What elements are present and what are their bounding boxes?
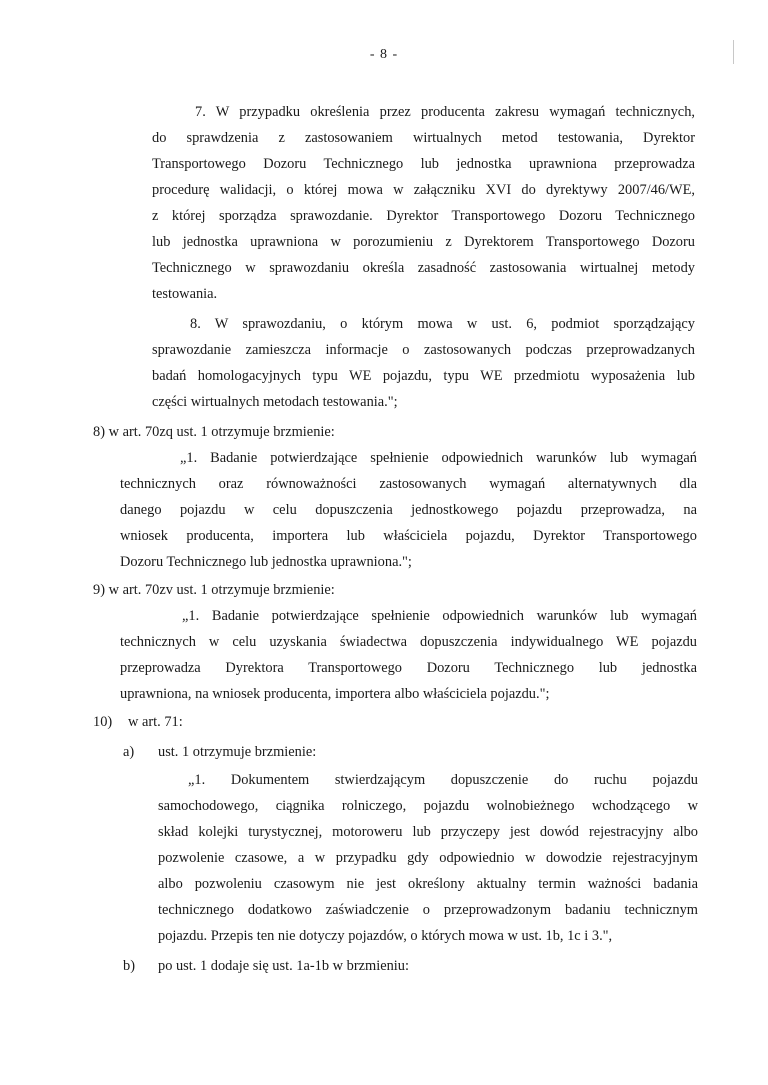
point-header: 8) w art. 70zq ust. 1 otrzymuje brzmienie: [93,424,335,440]
paragraph-line: technicznego dodatkowo zaświadczenie o przeprowadzonym badaniu technicznym [158,902,698,918]
paragraph-line: uprawniona, na wniosek producenta, importera albo właściciela pojazdu."; [120,686,550,702]
paragraph-line: badań homologacyjnych typu WE pojazdu, typu WE przedmiotu wyposażenia lub [152,368,695,384]
paragraph-line: pozwolenie czasowe, a w przypadku gdy odpowiednio w dowodzie rejestracyjnym [158,850,698,866]
paragraph-line: skład kolejki turystycznej, motoroweru lub przyczepy jest dowód rejestracyjny albo [158,824,698,840]
subpoint-label: a) [123,744,135,760]
paragraph-line: przeprowadza Dyrektora Transportowego Dozoru Technicznego lub jednostka [120,660,697,676]
paragraph-line: z której sporządza sprawozdanie. Dyrektor Transportowego Dozoru Technicznego [152,208,695,224]
point-header: w art. 71: [128,714,183,730]
paragraph-line: „1. Badanie potwierdzające spełnienie odpowiednich warunków lub wymagań [182,608,697,624]
subpoint-text: po ust. 1 dodaje się ust. 1a-1b w brzmieniu: [158,958,409,974]
paragraph-line: albo pozwoleniu czasowym nie jest określony aktualny termin ważności badania [158,876,698,892]
paragraph-line: pojazdu. Przepis ten nie dotyczy pojazdów, o których mowa w ust. 1b, 1c i 3.", [158,928,613,944]
paragraph-line: technicznych w celu uzyskania świadectwa dopuszczenia indywidualnego WE pojazdu [120,634,697,650]
paragraph-line: 7. W przypadku określenia przez producenta zakresu wymagań technicznych, [195,104,695,120]
paragraph-line: lub jednostka uprawniona w porozumieniu z Dyrektorem Transportowego Dozoru [152,234,695,250]
point-header: 9) w art. 70zv ust. 1 otrzymuje brzmienie: [93,582,335,598]
paragraph-line: samochodowego, ciągnika rolniczego, pojazdu wolnobieżnego wchodzącego w [158,798,698,814]
paragraph-line: sprawozdanie zamieszcza informacje o zastosowanych podczas przeprowadzanych [152,342,695,358]
point-number: 10) [93,714,113,730]
paragraph-line: „1. Dokumentem stwierdzającym dopuszczenie do ruchu pojazdu [188,772,698,788]
paragraph-line: wniosek producenta, importera lub właściciela pojazdu, Dyrektor Transportowego [120,528,697,544]
paragraph-line: do sprawdzenia z zastosowaniem wirtualnych metod testowania, Dyrektor [152,130,695,146]
paragraph-line: danego pojazdu w celu dopuszczenia jednostkowego pojazdu przeprowadza, na [120,502,697,518]
subpoint-label: b) [123,958,135,974]
paragraph-line: 8. W sprawozdaniu, o którym mowa w ust. 6, podmiot sporządzający [190,316,695,332]
paragraph-line: „1. Badanie potwierdzające spełnienie odpowiednich warunków lub wymagań [180,450,697,466]
paragraph-line: testowania. [152,286,218,302]
page-number: - 8 - [369,47,399,62]
subpoint-text: ust. 1 otrzymuje brzmienie: [158,744,317,760]
paragraph-line: Technicznego w sprawozdaniu określa zasadność zastosowania wirtualnej metody [152,260,695,276]
paragraph-line: procedurę walidacji, o której mowa w załączniku XVI do dyrektywy 2007/46/WE, [152,182,695,198]
paragraph-line: Dozoru Technicznego lub jednostka uprawniona."; [120,554,412,570]
paragraph-line: technicznych oraz równoważności zastosowanych wymagań alternatywnych dla [120,476,697,492]
paragraph-line: części wirtualnych metodach testowania."; [152,394,398,410]
scan-edge-mark [733,40,734,64]
paragraph-line: Transportowego Dozoru Technicznego lub jednostka uprawniona przeprowadza [152,156,695,172]
